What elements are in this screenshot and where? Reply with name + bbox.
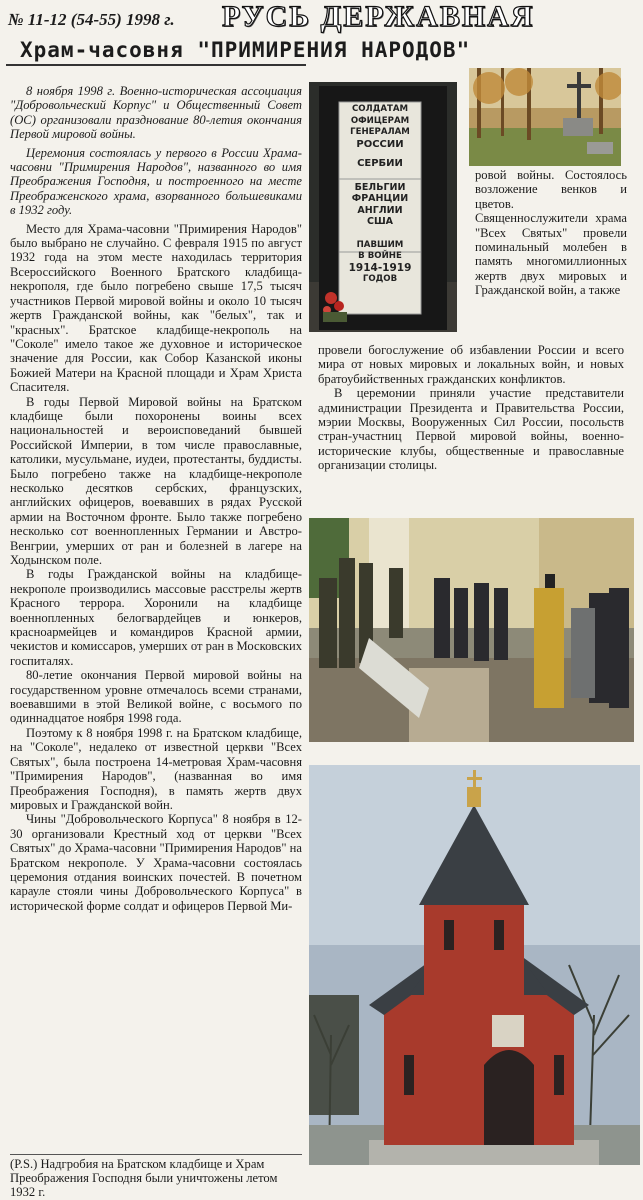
right-narrow-column: ровой войны. Состоялось возложение венков и цветов. Священнослужители храма "Всех Святых" провели поминальный молебен в память многомиллионных жертв двух мировых и Гражданской войн, а также [475,168,627,298]
inscription-line: РОССИИ [356,138,404,150]
cemetery-photo [469,68,621,166]
inscription-line: СЕРБИИ [357,158,403,169]
intro-paragraph: Церемония состоялась у первого в России Храма-часовни "Примирения Народов", названного во имя Преображения Господня, и построенного на месте Преображенского храма, взорванного большевиками в 1932 году. [10,145,302,218]
monument-inscription [339,104,421,286]
body-paragraph: Место для Храма-часовни "Примирения Народов" было выбрано не случайно. С февраля 1915 по август 1932 года на этом месте находилась территория Всероссийского Военного Братского кладбища-некрополя, где было погребено свыше 17,5 тысяч участников Первой мировой войны и около 10 тысяч жертв Гражданской войны, как "белых", так и "красных". Братское кладбище-некрополь на "Соколе" имело такое же духовное и историческое значение для России, как Собор Казанской иконы Божией Матери на Красной площади и Храм Христа Спасителя. [10,221,302,395]
header-divider [6,64,306,66]
inscription-line: ФРАНЦИИ [351,193,409,204]
newspaper-title: РУСЬ ДЕРЖАВНАЯ [222,0,535,33]
inscription-line: СОЛДАТАМ [351,104,409,114]
body-paragraph: Чины "Добровольческого Корпуса" 8 ноября в 12-30 организовали Крестный ход от церкви "Всех Святых" до Храма-часовни "Примирения Народов" на Братском некрополе. У Храма-часовни состоялась церемония отдания воинских почестей. В почетном карауле стояли чины Добровольческого Корпуса" в исторической форме солдат и офицеров Первой Ми- [10,812,302,913]
postscript: (P.S.) Надгробия на Братском кладбище и Храм Преображения Господня были уничтожены летом 1932 г. [10,1154,302,1199]
inscription-line: 1914-1919 [348,261,412,274]
monument-photo [309,82,457,332]
body-paragraph: 80-летие окончания Первой мировой войны на государственном уровне отмечалось всеми странами, воевавшими в этой Великой войне, с восьмого по одиннадцатое ноября 1998 года. [10,668,302,726]
inscription-line: БЕЛЬГИИ [354,181,406,193]
inscription-line: ГОДОВ [362,274,398,284]
inscription-line: В ВОЙНЕ [358,251,402,261]
body-paragraph: В годы Гражданской войны на кладбище-некрополе производились массовые расстрелы жертв Красного террора. Хоронили на кладбище военнопленных белогвардейцев и юнкеров, красноармейцев и командиров Красной армии, чекистов и комиссаров, умерших от ран в Московских госпиталях. [10,567,302,668]
body-paragraph: В годы Первой Мировой войны на Братском кладбище были похоронены воины всех национальностей и вероисповеданий бывшей Российской Империи, в том числе православные, католики, мусульмане, иудеи, протестанты, буддисты. Было погребено также на кладбище-некрополе несколько десятков сербских, французских, английских офицеров, воевавших в рядах Русской армии на Восточном фронте. Было также погребено несколько сот военнопленных Германии и Австро-Венгрии, умерших от ран и болезней в лагере на Ходынском поле. [10,394,302,567]
issue-number: № 11-12 (54-55) 1998 г. [8,10,175,29]
article-headline: Храм-часовня "ПРИМИРЕНИЯ НАРОДОВ" [20,38,471,62]
inscription-line: ПАВШИМ [356,239,404,250]
ceremony-photo [309,518,634,742]
inscription-line: АНГЛИИ [357,204,403,216]
inscription-line: ГЕНЕРАЛАМ [350,127,410,137]
left-column [10,84,302,913]
inscription-line: ОФИЦЕРАМ [350,115,410,126]
inscription-line: США [366,216,394,227]
body-paragraph: провели богослужение об избавлении России и всего мира от новых мировых и локальных войн, и новых братоубийственных гражданских конфликтов. [318,343,624,386]
chapel-photo [309,765,640,1165]
right-wide-column [318,343,624,473]
body-paragraph: Поэтому к 8 ноября 1998 г. на Братском кладбище, на "Соколе", недалеко от известной церкви "Всех Святых", была построена 14-метровая Храм-часовня "Примирения Народов", (названная во имя Преображения Господня), в память жертв двух мировых и Гражданской войн. [10,725,302,812]
lead-paragraph: 8 ноября 1998 г. Военно-историческая ассоциация "Добровольческий Корпус" и Общественный Совет (ОС) организовали празднование 80-летия окончания Первой мировой войны. [10,84,302,142]
body-paragraph: В церемонии приняли участие представители администрации Президента и Правительства России, мэрии Москвы, Вооруженных Сил России, посольств стран-участниц Первой мировой войны, военно-исторические клубы, общественные и православные организации столицы. [318,386,624,473]
